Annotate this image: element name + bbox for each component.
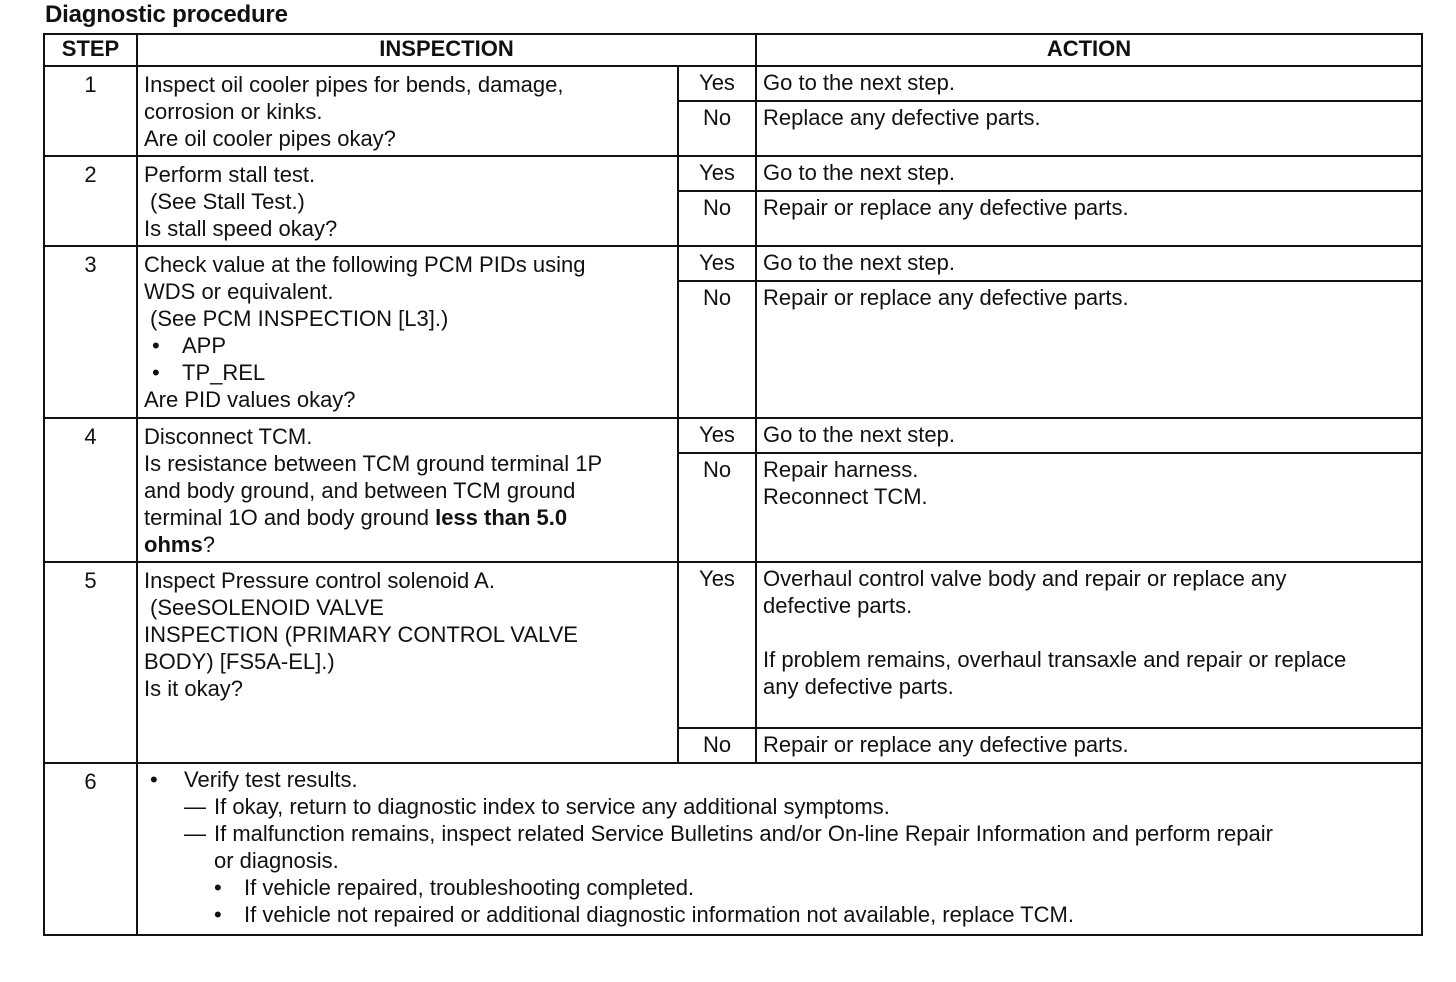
resistance-unit: ohms	[144, 532, 203, 557]
diagnostic-table	[43, 33, 1423, 936]
list-item	[150, 820, 1413, 847]
bullet-icon: •	[152, 360, 160, 385]
dash-icon: —	[184, 794, 206, 819]
inspection-cell	[137, 66, 678, 156]
inspection-text: Perform stall test.	[144, 162, 316, 187]
yes-action: Go to the next step.	[756, 246, 1422, 281]
bullet-icon: •	[150, 767, 158, 792]
final-step-cell	[137, 763, 1422, 935]
step-number: 3	[44, 246, 137, 418]
yes-action: defective parts.	[763, 593, 913, 618]
yes-label: Yes	[678, 246, 756, 281]
inspection-text: INSPECTION (PRIMARY CONTROL VALVE	[144, 622, 578, 647]
no-action: Repair or replace any defective parts.	[756, 281, 1422, 418]
inspection-text: (See Stall Test.)	[150, 189, 305, 214]
inspection-text: Inspect Pressure control solenoid A.	[144, 568, 495, 593]
inspection-text	[144, 504, 671, 531]
list-item	[144, 332, 671, 359]
dash-icon: —	[184, 821, 206, 846]
no-action: Repair or replace any defective parts.	[756, 191, 1422, 246]
yes-label: Yes	[678, 562, 756, 728]
no-label: No	[678, 101, 756, 156]
resistance-threshold: less than 5.0	[435, 505, 568, 530]
no-label: No	[678, 453, 756, 562]
inspection-text: Are oil cooler pipes okay?	[144, 126, 396, 151]
list-item	[150, 766, 1413, 793]
bullet-icon: •	[214, 902, 222, 927]
no-label: No	[678, 728, 756, 763]
no-action: Reconnect TCM.	[763, 484, 928, 509]
table-row	[44, 418, 1422, 453]
final-step-text: If okay, return to diagnostic index to service any additional symptoms.	[214, 794, 890, 819]
no-label: No	[678, 281, 756, 418]
yes-label: Yes	[678, 66, 756, 101]
no-action: Replace any defective parts.	[756, 101, 1422, 156]
yes-action-cell	[756, 562, 1422, 728]
yes-label: Yes	[678, 418, 756, 453]
table-row	[44, 763, 1422, 935]
yes-label: Yes	[678, 156, 756, 191]
final-step-text: Verify test results.	[184, 767, 358, 792]
pid-name: APP	[182, 333, 227, 358]
yes-action: any defective parts.	[763, 674, 954, 699]
inspection-text: Disconnect TCM.	[144, 424, 313, 449]
question-mark: ?	[202, 532, 215, 557]
header-inspection: INSPECTION	[137, 34, 756, 66]
inspection-cell	[137, 156, 678, 246]
inspection-text: Is stall speed okay?	[144, 216, 338, 241]
step-number: 5	[44, 562, 137, 763]
final-step-text: If vehicle not repaired or additional diagnostic information not available, replace TCM.	[244, 902, 1074, 927]
bullet-icon: •	[214, 875, 222, 900]
inspection-text	[144, 531, 671, 558]
final-step-text: If vehicle repaired, troubleshooting completed.	[244, 875, 695, 900]
bullet-icon: •	[152, 333, 160, 358]
step-number: 1	[44, 66, 137, 156]
spacer	[763, 619, 1415, 646]
list-item	[150, 901, 1413, 928]
no-label: No	[678, 191, 756, 246]
inspection-text: Is it okay?	[144, 676, 244, 701]
header-action: ACTION	[756, 34, 1422, 66]
inspection-text: Are PID values okay?	[144, 387, 356, 412]
step-number: 6	[44, 763, 137, 935]
inspection-text: WDS or equivalent.	[144, 279, 334, 304]
inspection-text: Check value at the following PCM PIDs using	[144, 252, 586, 277]
list-item	[150, 874, 1413, 901]
no-action-cell	[756, 453, 1422, 562]
header-step: STEP	[44, 34, 137, 66]
inspection-text: corrosion or kinks.	[144, 99, 323, 124]
inspection-cell	[137, 246, 678, 418]
inspection-text: terminal 1O and body ground	[144, 505, 436, 530]
table-row	[44, 156, 1422, 191]
table-row	[44, 562, 1422, 728]
inspection-text: and body ground, and between TCM ground	[144, 478, 576, 503]
step-number: 4	[44, 418, 137, 562]
inspection-cell	[137, 562, 678, 763]
inspection-text: (SeeSOLENOID VALVE	[150, 595, 384, 620]
yes-action: Go to the next step.	[756, 418, 1422, 453]
yes-action: If problem remains, overhaul transaxle and repair or replace	[763, 647, 1347, 672]
yes-action: Overhaul control valve body and repair or replace any	[763, 566, 1287, 591]
final-step-text: or diagnosis.	[214, 848, 339, 873]
inspection-text: BODY) [FS5A-EL].)	[144, 649, 335, 674]
inspection-text: Inspect oil cooler pipes for bends, damage,	[144, 72, 564, 97]
yes-action: Go to the next step.	[756, 156, 1422, 191]
step-number: 2	[44, 156, 137, 246]
inspection-text: Is resistance between TCM ground terminal 1P	[144, 451, 603, 476]
list-item	[144, 359, 671, 386]
inspection-text: (See PCM INSPECTION [L3].)	[150, 306, 449, 331]
yes-action: Go to the next step.	[756, 66, 1422, 101]
inspection-cell	[137, 418, 678, 562]
table-row	[44, 66, 1422, 101]
no-action: Repair or replace any defective parts.	[756, 728, 1422, 763]
final-step-text: If malfunction remains, inspect related Service Bulletins and/or On-line Repair Information and perform repair	[214, 821, 1273, 846]
table-header-row	[44, 34, 1422, 66]
table-row	[44, 246, 1422, 281]
pid-name: TP_REL	[182, 360, 266, 385]
no-action: Repair harness.	[763, 457, 919, 482]
list-item	[150, 793, 1413, 820]
page-title: Diagnostic procedure	[45, 1, 288, 28]
